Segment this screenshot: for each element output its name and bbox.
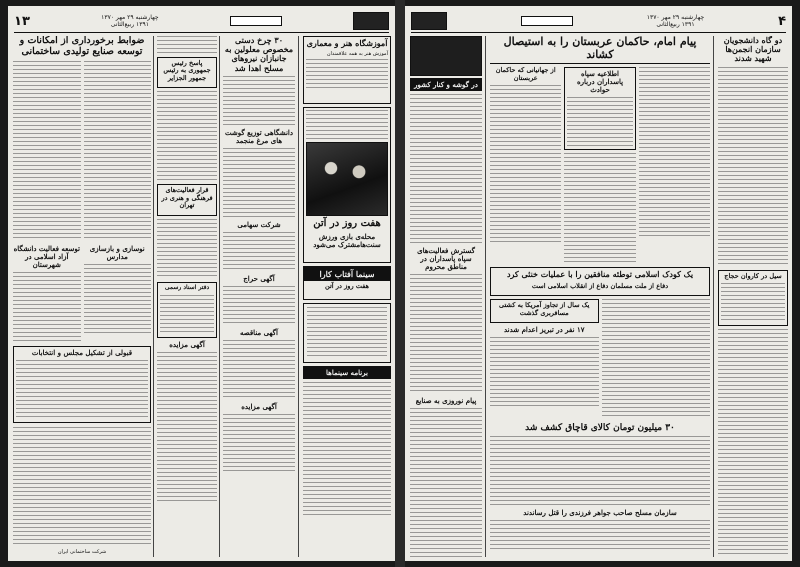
movie-poster-image (306, 142, 388, 216)
page-number: ۱۳ (14, 13, 30, 29)
reply-box: پاسخ رئیس جمهوری به رئیس جمهور الجزایر (157, 57, 217, 88)
section-heading: در گوشه و کنار کشور (410, 78, 482, 91)
page-header-strip (411, 10, 786, 33)
page-date: چهارشنبه ۲۹ مهر ۱۳۷۰ ۱۳۹۱ ربیع‌الثانی (101, 14, 159, 28)
news-column-3: پاسخ رئیس جمهوری به رئیس جمهور الجزایر قرار فعالیت‌های فرهنگی و هنری در تهران دفتر اسناد رسمی آگهی مزایده (157, 36, 217, 557)
mid-story-box: یک کودک اسلامی توطئه منافقین را با عملیات خنثی کرد دفاع از ملت مسلمان دفاع از انقلاب اسلامی است (490, 267, 710, 296)
movie-ad: هفت روز در آتن محله‌ی بازی ورزش سنت‌هامشترک می‌شود (303, 107, 391, 263)
page-date: چهارشنبه ۲۹ مهر ۱۳۷۰ ۱۳۹۱ ربیع‌الثانی (646, 14, 705, 28)
page-header-strip (14, 10, 389, 33)
irgc-statement-box: اطلاعیه سپاه پاسداران درباره حوادث (564, 67, 635, 150)
ads-column (303, 36, 391, 557)
culture-box: قرار فعالیت‌های فرهنگی و هنری در تهران (157, 184, 217, 215)
cinema-schedule-text (303, 382, 391, 518)
newspaper-page-left (8, 6, 395, 561)
section-tab (230, 16, 282, 26)
page-gutter (395, 0, 405, 567)
notary-box: دفتر اسناد رسمی (157, 282, 217, 338)
art-school-ad: آموزشگاه هنر و معماری آموزش هنر به همه علاقمندان (303, 36, 391, 104)
page-number: ۴ (778, 13, 786, 29)
sidebar-box: سیل در کاروان حجاج (718, 270, 788, 326)
sidebar-column: دو گاه دانشجویان سازمان انجمن‌ها شهید شدند سیل در کاروان حجاج (718, 36, 788, 557)
cinemas-program-banner: برنامه سینماها (303, 366, 391, 379)
lead-story-block: پیام امام، حاکمان عربستان را به استیصال کشاند اطلاعیه سپاه پاسداران درباره حوادث از جهانیانی که حاکمان عربستان یک کودک اسلامی توطئه منافقین را با عملیات خنثی کرد دفاع از ملت مسلمان دفاع از انقلاب اسلامی است یک سال از تجاوز آمریکا به کشتی مسافربری گذشت ۱۷ نفر در تبریز اعدام شدند ۳۰ میلیون تومان کالای قاچاق کشف شد سازمان مسلح صاحب جواهر فرزندی را قتل رساندند (490, 36, 710, 557)
paper-logo (353, 12, 389, 30)
section-tab (521, 16, 573, 26)
news-column-2: ۳۰ چرخ دستی مخصوص معلولین به جانبازان نیروهای مسلح اهدا شد دانشگاهی توزیع گوشت های مرغ منجمد شرکت سهامی آگهی حراج آگهی مناقصه آگهی مزایده (223, 36, 295, 557)
mid-small-box: یک سال از تجاوز آمریکا به کشتی مسافربری گذشت (490, 299, 599, 323)
lead-story-block: ضوابط برخورداری از امکانات و توسعه صنایع تولیدی ساختمانی نوسازی و بازسازی مدارس توسعه فعالیت دانشگاه آزاد اسلامی در شهرستان قبولی از تشکیل مجلس و انتخابات شرکت ساختمانی ایران (13, 36, 151, 557)
paper-logo (411, 12, 447, 30)
section-logo-box (410, 36, 482, 76)
newspaper-page-right (405, 6, 792, 561)
news-column-left: در گوشه و کنار کشور گسترش فعالیت‌های سپاه پاسداران در مناطق محروم پیام نوروزی به صنایع (410, 36, 482, 557)
cinema-listing-box (303, 303, 391, 363)
election-box: قبولی از تشکیل مجلس و انتخابات (13, 346, 151, 423)
cinema-ad: سینما آفتاب کارا هفت روز در آتن (303, 266, 391, 300)
